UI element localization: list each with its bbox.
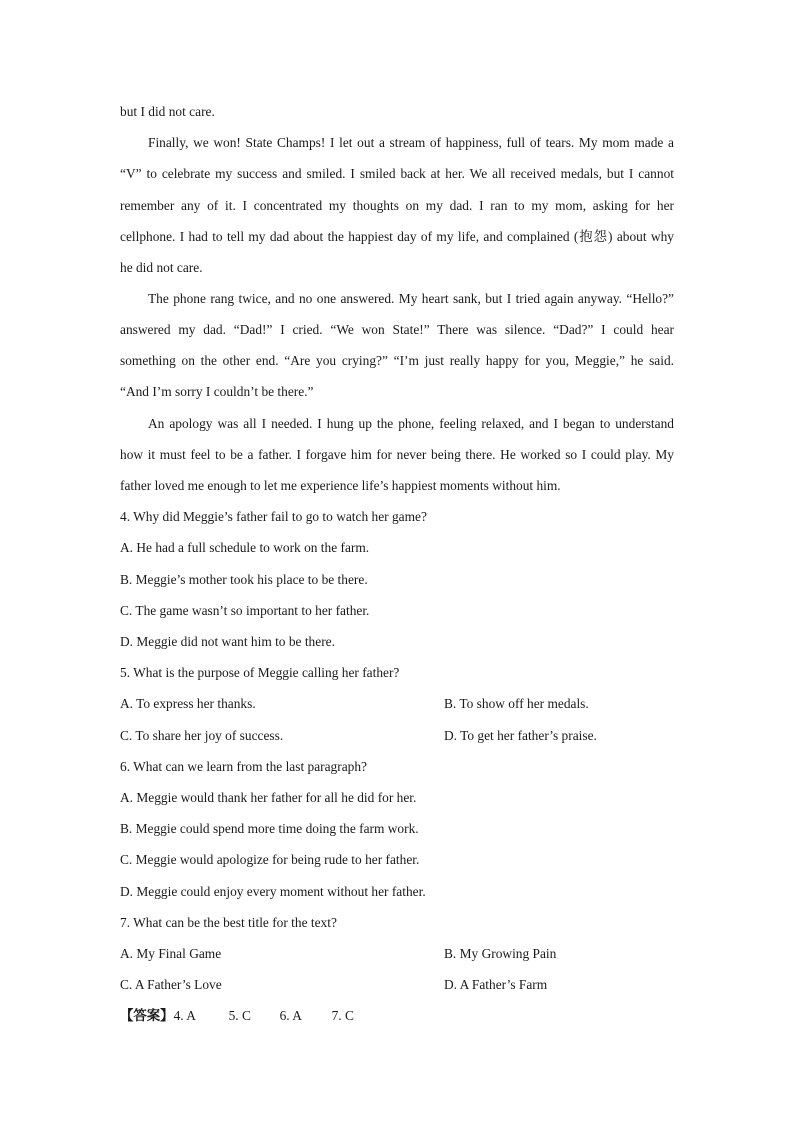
passage-line: An apology was all I needed. I hung up the phone, feeling relaxed, and I began to understand — [148, 416, 674, 431]
question-4-option-d: D. Meggie did not want him to be there. — [120, 634, 335, 649]
passage-line: “V” to celebrate my success and smiled. I smiled back at her. We all received medals, but I cannot — [120, 166, 674, 181]
question-6-option-d: D. Meggie could enjoy every moment without her father. — [120, 884, 426, 899]
question-5-option-d: D. To get her father’s praise. — [444, 728, 597, 743]
question-6-option-c: C. Meggie would apologize for being rude to her father. — [120, 852, 420, 867]
question-4-stem: 4. Why did Meggie’s father fail to go to watch her game? — [120, 509, 427, 524]
answer-4: 4. A — [173, 1008, 196, 1023]
question-7-option-c: C. A Father’s Love — [120, 977, 222, 992]
passage-line: “And I’m sorry I couldn’t be there.” — [120, 384, 314, 399]
question-4-option-b: B. Meggie’s mother took his place to be there. — [120, 572, 368, 587]
question-4-option-c: C. The game wasn’t so important to her father. — [120, 603, 370, 618]
passage-line: cellphone. I had to tell my dad about the happiest day of my life, and complained (抱怨) about why — [120, 229, 674, 244]
passage-line: Finally, we won! State Champs! I let out a stream of happiness, full of tears. My mom made a — [148, 135, 674, 150]
answer-7: 7. C — [331, 1008, 354, 1023]
question-4-option-a: A. He had a full schedule to work on the farm. — [120, 540, 370, 555]
question-7-stem: 7. What can be the best title for the text? — [120, 915, 337, 930]
passage-line: something on the other end. “Are you crying?” “I’m just really happy for you, Meggie,” he said. — [120, 353, 674, 368]
question-6-option-a: A. Meggie would thank her father for all he did for her. — [120, 790, 417, 805]
question-5-option-c: C. To share her joy of success. — [120, 728, 284, 743]
answer-5: 5. C — [228, 1008, 251, 1023]
passage-line: The phone rang twice, and no one answered. My heart sank, but I tried again anyway. “Hello?” — [148, 291, 674, 306]
answer-key — [120, 1006, 354, 1026]
answer-key-label: 【答案】 — [120, 1008, 174, 1023]
passage-line: how it must feel to be a father. I forgave him for never being there. He worked so I could play. My — [120, 447, 674, 462]
question-7-option-d: D. A Father’s Farm — [444, 977, 548, 992]
question-5-stem: 5. What is the purpose of Meggie calling her father? — [120, 665, 400, 680]
question-5-option-a: A. To express her thanks. — [120, 696, 256, 711]
passage-line: he did not care. — [120, 260, 203, 275]
question-5-option-b: B. To show off her medals. — [444, 696, 589, 711]
answer-6: 6. A — [279, 1008, 302, 1023]
passage-line: but I did not care. — [120, 104, 215, 119]
question-6-stem: 6. What can we learn from the last paragraph? — [120, 759, 367, 774]
question-7-option-b: B. My Growing Pain — [444, 946, 557, 961]
passage-line: father loved me enough to let me experience life’s happiest moments without him. — [120, 478, 561, 493]
passage-line: remember any of it. I concentrated my thoughts on my dad. I ran to my mom, asking for her — [120, 198, 674, 213]
passage-line: answered my dad. “Dad!” I cried. “We won State!” There was silence. “Dad?” I could hear — [120, 322, 674, 337]
question-7-option-a: A. My Final Game — [120, 946, 222, 961]
question-6-option-b: B. Meggie could spend more time doing the farm work. — [120, 821, 419, 836]
